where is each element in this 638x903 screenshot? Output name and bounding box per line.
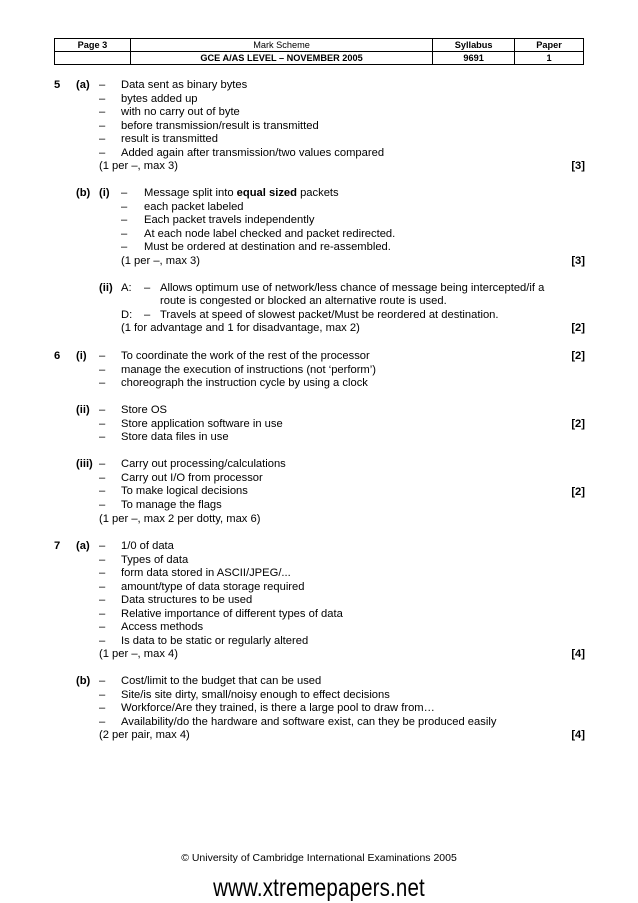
q7b-line: Workforce/Are they trained, is there a large pool to draw from…: [121, 702, 435, 714]
q5bi-dash: –: [121, 227, 128, 240]
q5bi-dash: –: [121, 200, 128, 213]
q5bi-note: (1 per –, max 3): [121, 255, 200, 267]
q6i-line: choreograph the instruction cycle by using a clock: [121, 377, 368, 389]
q6i-mark: [2]: [571, 350, 585, 362]
copyright: © University of Cambridge International Examinations 2005: [181, 852, 457, 864]
q6i-dash: –: [99, 350, 106, 362]
q7a-line: Is data to be static or regularly altered: [121, 634, 309, 647]
question-5-number: 5: [54, 79, 61, 91]
q5bi-dash: –: [121, 241, 128, 253]
q7b-line: Availability/do the hardware and software exist, can they be produced easily: [121, 715, 497, 728]
q5a-line: before transmission/result is transmitted: [121, 119, 319, 132]
q6i-line: To coordinate the work of the rest of the processor: [121, 350, 370, 362]
q6i-dash: –: [99, 377, 106, 389]
q7a-dash: –: [99, 621, 106, 633]
header-exam: GCE A/AS LEVEL – NOVEMBER 2005: [130, 52, 432, 65]
q6iii-dash: –: [99, 485, 106, 497]
q7a-line: amount/type of data storage required: [121, 580, 305, 593]
q5bii-a-line1: Allows optimum use of network/less chance of message being intercepted/if a: [160, 282, 545, 294]
q6ii-dash: –: [99, 404, 106, 416]
question-7-number: 7: [54, 540, 61, 552]
q7a-note: (1 per –, max 4): [99, 648, 178, 660]
q6i-line: manage the execution of instructions (not ‘perform’): [121, 363, 376, 376]
q5b-label: (b): [76, 187, 91, 199]
q5a-dash: –: [99, 79, 106, 91]
header-row-top: [55, 39, 584, 52]
q7a-dash: –: [99, 580, 106, 593]
q7a-dash: –: [99, 540, 106, 552]
header-table: [54, 38, 584, 65]
q7a-dash: –: [99, 553, 106, 566]
q5a-dash: –: [99, 92, 106, 105]
question-6-number: 6: [54, 350, 61, 362]
q5bii-a-label: A:: [121, 282, 132, 294]
q5a-label: (a): [76, 79, 90, 91]
q5a-dash: –: [99, 146, 106, 159]
q6iii-dash: –: [99, 498, 106, 511]
q5a-dash: –: [99, 133, 106, 145]
q7a-dash: –: [99, 634, 106, 647]
q6ii-line: Store application software in use: [121, 417, 283, 430]
q7a-line: form data stored in ASCII/JPEG/...: [121, 567, 291, 579]
q7b-line: Cost/limit to the budget that can be used: [121, 675, 322, 687]
q5bii-a-dash: –: [144, 282, 151, 294]
q7b-dash: –: [99, 675, 106, 687]
q6iii-note: (1 per –, max 2 per dotty, max 6): [99, 513, 261, 525]
header-syllabus: Syllabus: [433, 39, 515, 52]
q5a-line: Data sent as binary bytes: [121, 79, 248, 91]
q6ii-dash: –: [99, 431, 106, 443]
q5bi-line-0: Message split into equal sized packets: [144, 187, 339, 199]
q6iii-line: Carry out I/O from processor: [121, 471, 263, 484]
q7a-line: Relative importance of different types of data: [121, 607, 343, 620]
q5bii-mark: [2]: [571, 322, 585, 334]
q6iii-mark: [2]: [571, 486, 585, 498]
header-page: Page 3: [55, 39, 131, 52]
header-paper: Paper: [515, 39, 584, 52]
q7a-line: Types of data: [121, 553, 189, 566]
q5bi-dash-0: –: [121, 187, 128, 199]
q5a-dash: –: [99, 119, 106, 132]
q5bii-note: (1 for advantage and 1 for disadvantage, max 2): [121, 322, 360, 334]
q7a-line: 1/0 of data: [121, 540, 174, 552]
header-syllabus-value: 9691: [433, 52, 515, 65]
q6iii-label: (iii): [76, 458, 93, 470]
q5a-note: (1 per –, max 3): [99, 160, 178, 172]
q7a-line: Data structures to be used: [121, 594, 253, 606]
watermark: www.xtremepapers.net: [213, 874, 425, 902]
q7a-line: Access methods: [121, 621, 204, 633]
q7b-dash: –: [99, 715, 106, 728]
q5bi-line: Must be ordered at destination and re-assembled.: [144, 241, 391, 253]
q6i-label: (i): [76, 350, 87, 362]
q5bi-line: At each node label checked and packet redirected.: [144, 227, 396, 240]
q5a-dash: –: [99, 106, 106, 118]
q7b-dash: –: [99, 688, 106, 701]
q5a-line: Added again after transmission/two values compared: [121, 146, 385, 159]
header-page-value: [55, 52, 131, 65]
q7b-mark: [4]: [571, 729, 585, 741]
q6ii-line: Store OS: [121, 404, 168, 416]
q7a-label: (a): [76, 540, 90, 552]
q7a-dash: –: [99, 607, 106, 620]
q7a-mark: [4]: [571, 648, 585, 660]
q6iii-line: To make logical decisions: [121, 485, 248, 497]
q6ii-mark: [2]: [571, 418, 585, 430]
q6iii-line: Carry out processing/calculations: [121, 458, 286, 470]
q5bii-a-line2: route is congested or blocked an alternative route is used.: [160, 295, 447, 307]
header-row-bottom: [55, 52, 584, 65]
q5bii-d-label: D:: [121, 309, 133, 321]
q6ii-line: Store data files in use: [121, 431, 229, 443]
q7a-dash: –: [99, 594, 106, 606]
q5bii-d-line: Travels at speed of slowest packet/Must be reordered at destination.: [160, 309, 499, 321]
q7b-line: Site/is site dirty, small/noisy enough to effect decisions: [121, 688, 390, 701]
q6ii-dash: –: [99, 417, 106, 430]
header-title: Mark Scheme: [130, 39, 432, 52]
q5a-mark: [3]: [571, 160, 585, 172]
q7b-dash: –: [99, 702, 106, 714]
q5bi-mark: [3]: [571, 255, 585, 267]
q5bii-d-dash: –: [144, 309, 151, 321]
q6iii-line: To manage the flags: [121, 498, 222, 511]
q6iii-dash: –: [99, 458, 106, 470]
q7a-dash: –: [99, 567, 106, 579]
header-paper-value: 1: [515, 52, 584, 65]
q7b-note: (2 per pair, max 4): [99, 729, 190, 741]
q6ii-label: (ii): [76, 404, 90, 416]
q5a-line: result is transmitted: [121, 133, 218, 145]
q6i-dash: –: [99, 363, 106, 376]
q5bi-dash: –: [121, 214, 128, 226]
q5bi-line: each packet labeled: [144, 200, 244, 213]
q5a-line: with no carry out of byte: [121, 106, 240, 118]
q5a-line: bytes added up: [121, 92, 198, 105]
q5bii-label: (ii): [99, 282, 113, 294]
q7b-label: (b): [76, 675, 91, 687]
q5bi-line: Each packet travels independently: [144, 214, 315, 226]
q5bi-label: (i): [99, 187, 110, 199]
q6iii-dash: –: [99, 471, 106, 484]
